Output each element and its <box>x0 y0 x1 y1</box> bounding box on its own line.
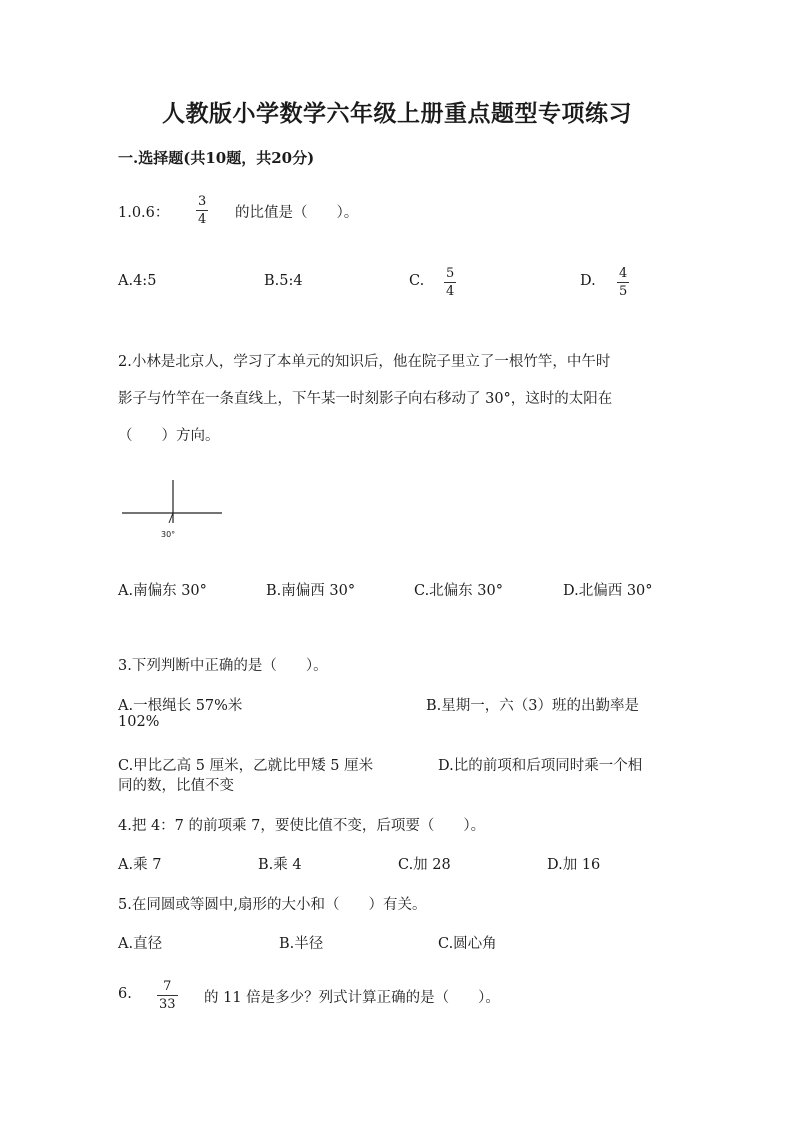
q5-option-a[interactable]: A.直径 <box>118 936 163 952</box>
option-c-numerator: 5 <box>446 266 455 281</box>
q1-option-c-fraction <box>444 266 456 299</box>
q4-option-b[interactable]: B.乘 4 <box>258 857 302 873</box>
q1-fraction-numerator: 3 <box>198 194 207 209</box>
q3-option-c[interactable]: C.甲比乙高 5 厘米，乙就比甲矮 5 厘米 <box>118 758 374 774</box>
option-d-numerator: 4 <box>619 266 628 281</box>
q2-option-d[interactable]: D.北偏西 30° <box>563 583 653 599</box>
option-c-denominator: 4 <box>446 284 455 299</box>
q3-option-b-cont: 102% <box>118 714 160 730</box>
shadow-diagram <box>118 478 228 544</box>
q6-fraction-numerator: 7 <box>163 979 172 994</box>
q6-suffix: 的 11 倍是多少？列式计算正确的是（ ）。 <box>204 990 500 1006</box>
q6-fraction <box>157 979 178 1012</box>
q6-fraction-denominator: 33 <box>159 997 176 1012</box>
q1-fraction-denominator: 4 <box>198 212 207 227</box>
q3-option-d[interactable]: D.比的前项和后项同时乘一个相 <box>438 758 643 774</box>
q1-option-c-label[interactable]: C. <box>409 273 425 289</box>
q1-option-d-label[interactable]: D. <box>580 273 596 289</box>
q2-text-line-1: 2.小林是北京人，学习了本单元的知识后，他在院子里立了一根竹竿，中午时 <box>118 354 611 370</box>
q5-text: 5.在同圆或等圆中,扇形的大小和（ ）有关。 <box>118 897 427 913</box>
q3-option-b[interactable]: B.星期一，六（3）班的出勤率是 <box>426 698 639 714</box>
fraction-bar <box>196 210 208 211</box>
q1-suffix: 的比值是（ ）。 <box>235 205 359 221</box>
q5-option-c[interactable]: C.圆心角 <box>438 936 497 952</box>
fraction-bar <box>617 282 629 283</box>
section-heading: 一.选择题(共10题，共20分) <box>118 149 315 167</box>
page-title: 人教版小学数学六年级上册重点题型专项练习 <box>162 100 632 127</box>
fraction-bar <box>157 995 178 996</box>
shadow-line <box>169 513 173 523</box>
q2-text-line-3: （ ）方向。 <box>118 428 220 444</box>
option-d-denominator: 5 <box>619 284 628 299</box>
q4-option-c[interactable]: C.加 28 <box>398 857 451 873</box>
q2-text-line-2: 影子与竹竿在一条直线上，下午某一时刻影子向右移动了 30°，这时的太阳在 <box>118 391 613 407</box>
fraction-bar <box>444 282 456 283</box>
q3-text: 3.下列判断中正确的是（ ）。 <box>118 658 328 674</box>
q2-option-b[interactable]: B.南偏西 30° <box>266 583 356 599</box>
q1-prefix: 1.0.6： <box>118 205 170 221</box>
angle-label: 30° <box>161 530 176 539</box>
q4-text: 4.把 4：7 的前项乘 7，要使比值不变，后项要（ ）。 <box>118 818 486 834</box>
q1-option-d-fraction <box>617 266 629 299</box>
q4-option-a[interactable]: A.乘 7 <box>118 857 162 873</box>
q4-option-d[interactable]: D.加 16 <box>547 857 601 873</box>
q1-option-a[interactable]: A.4:5 <box>118 273 157 289</box>
q2-option-a[interactable]: A.南偏东 30° <box>118 583 207 599</box>
q3-option-a[interactable]: A.一根绳长 57%米 <box>118 698 243 714</box>
q2-option-c[interactable]: C.北偏东 30° <box>414 583 503 599</box>
q3-option-d-cont: 同的数，比值不变 <box>118 778 234 794</box>
q5-option-b[interactable]: B.半径 <box>279 936 324 952</box>
q1-option-b[interactable]: B.5:4 <box>264 273 303 289</box>
q6-prefix: 6. <box>118 986 132 1002</box>
q1-fraction <box>196 194 208 227</box>
